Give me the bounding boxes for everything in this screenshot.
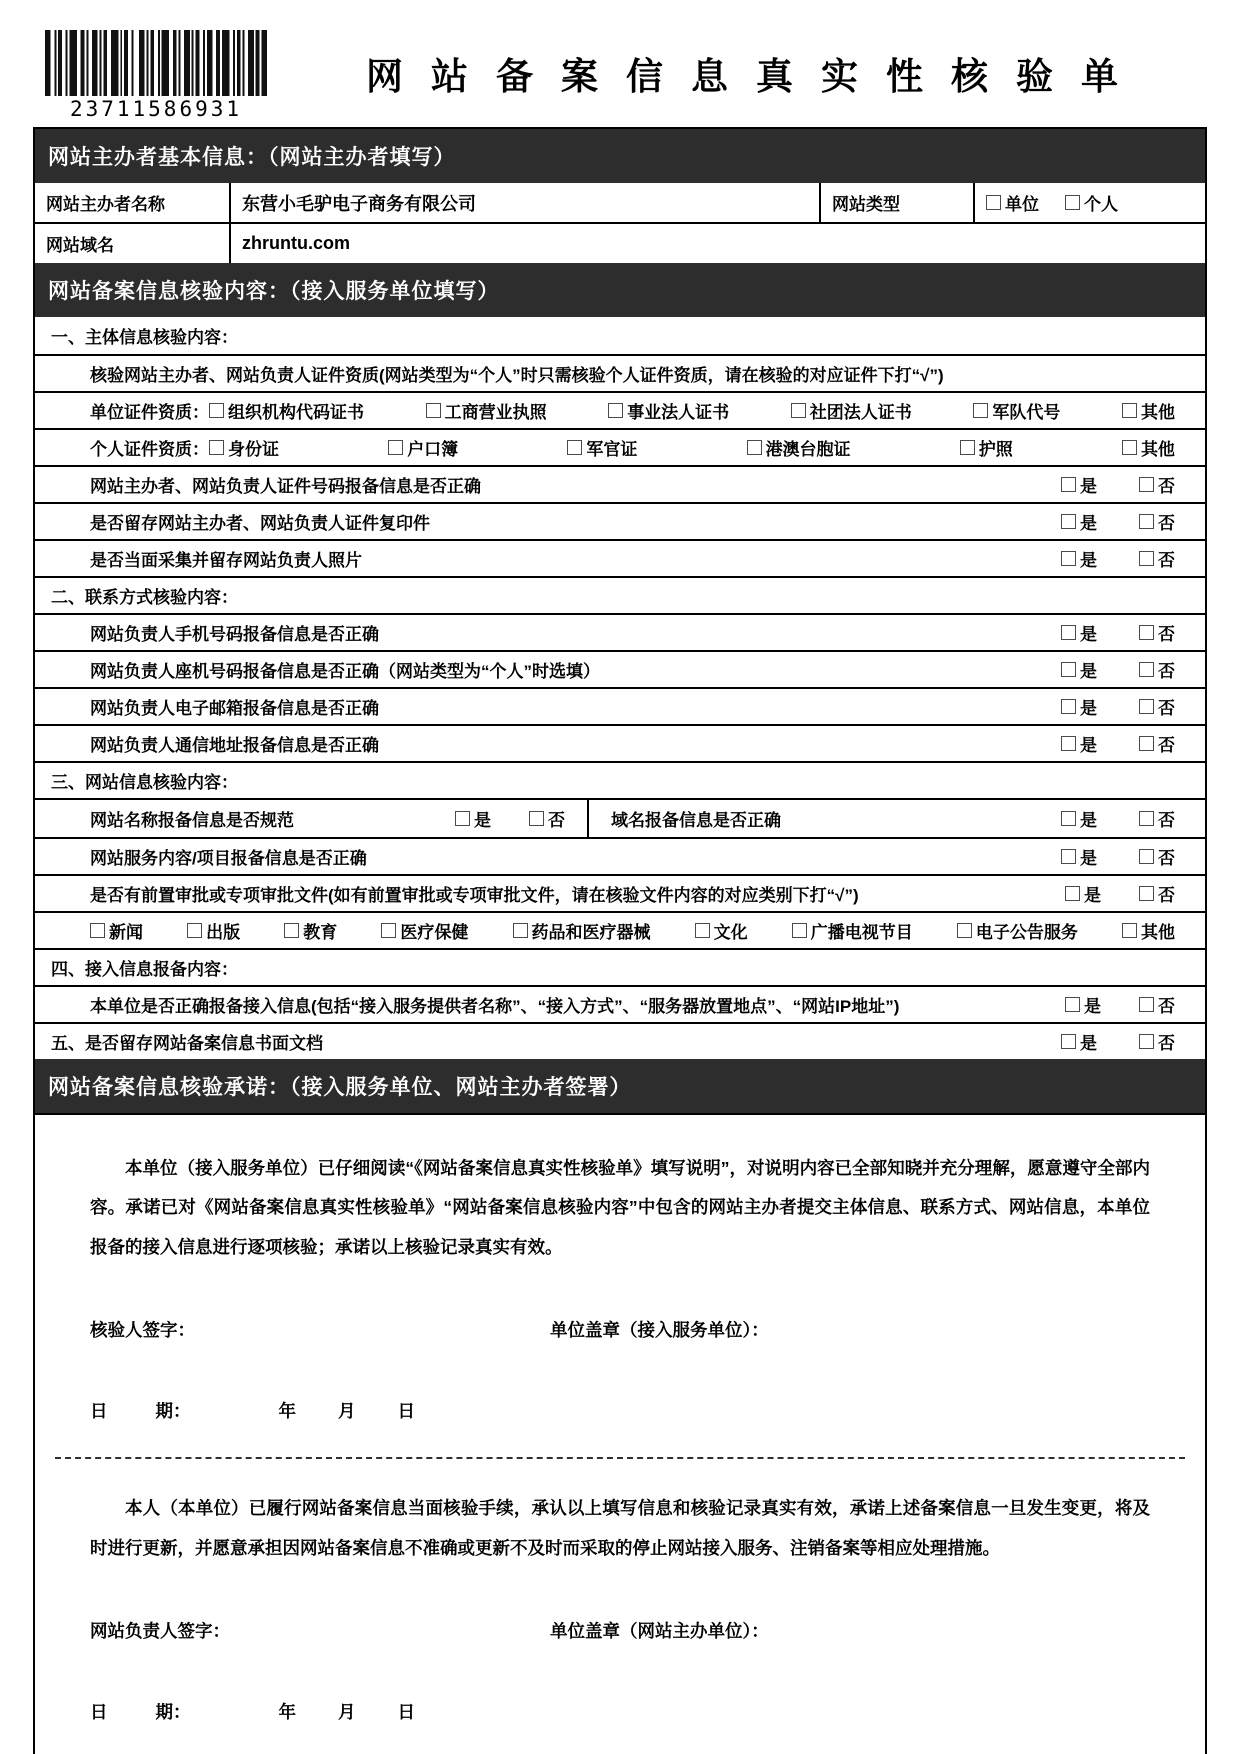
option-yes[interactable]: 是 (1065, 881, 1101, 906)
section-header-owner-info: 网站主办者基本信息：（网站主办者填写） (35, 129, 1205, 183)
checkbox-unit[interactable] (986, 195, 1001, 210)
category-option[interactable]: 广播电视节目 (792, 918, 913, 943)
year-label[interactable]: 年 (278, 1701, 296, 1722)
part1-title: 一、主体信息核验内容： (51, 328, 238, 347)
category-option[interactable]: 新闻 (90, 918, 143, 943)
option-yes[interactable]: 是 (455, 806, 491, 831)
checkbox-yes[interactable] (455, 811, 470, 826)
option-yes[interactable]: 是 (1061, 694, 1097, 719)
checkbox-broadcast-tv[interactable] (792, 923, 807, 938)
checkbox-personal[interactable] (1065, 195, 1080, 210)
option-no[interactable]: 否 (1139, 657, 1175, 682)
option-yes[interactable]: 是 (1061, 844, 1097, 869)
yes-no-group (1061, 657, 1175, 682)
yes-no-group (1065, 881, 1175, 906)
approval-category-options (90, 918, 1175, 943)
personal-cert-option[interactable]: 身份证 (209, 435, 279, 460)
checkbox-news[interactable] (90, 923, 105, 938)
row-cert-note (35, 354, 1205, 391)
row-domain (35, 222, 1205, 263)
unit-cert-label: 单位证件资质： (90, 403, 209, 422)
form-table (33, 127, 1207, 1754)
row-email-correct: 网站负责人电子邮箱报备信息是否正确 是 否 (35, 687, 1205, 724)
yes-no-group (1065, 992, 1175, 1017)
checkbox-no[interactable] (1139, 625, 1154, 640)
option-no[interactable]: 否 (1139, 881, 1175, 906)
yes-no-group (1061, 620, 1175, 645)
personal-cert-option[interactable]: 护照 (960, 435, 1013, 460)
day-label[interactable]: 日 (397, 1701, 415, 1722)
unit-cert-option[interactable]: 组织机构代码证书 (209, 398, 364, 423)
checkbox-association-cert[interactable] (791, 403, 806, 418)
section-header-pledge: 网站备案信息核验承诺：（接入服务单位、网站主办者签署） (35, 1059, 1205, 1113)
pledge-paragraph-organizer: 本人（本单位）已履行网站备案信息当面核验手续，承认以上填写信息和核验记录真实有效，承诺上述备案信息一旦发生变更，将及时进行更新，并愿意承担因网站备案信息不准确或更新不及时而采取的停止网站接入服务、注销备案等相应处理措施。 (90, 1498, 1150, 1558)
checkbox-no[interactable] (1139, 662, 1154, 677)
option-no[interactable]: 否 (1139, 731, 1175, 756)
option-no[interactable]: 否 (1139, 546, 1175, 571)
yes-no-group (1061, 1029, 1175, 1054)
row-sitename-domain (35, 798, 1205, 837)
checkbox-publishing[interactable] (187, 923, 202, 938)
manager-signature-label[interactable]: 网站负责人签字： (90, 1620, 230, 1641)
sitename-check: 网站名称报备信息是否规范 是 否 (35, 804, 587, 833)
option-no[interactable]: 否 (1139, 1029, 1175, 1054)
day-label[interactable]: 日 (397, 1401, 415, 1422)
page-title: 网站备案信息真实性核验单 (366, 56, 1146, 97)
checkbox-yes[interactable] (1061, 662, 1076, 677)
cut-divider (55, 1457, 1185, 1459)
option-yes[interactable]: 是 (1061, 806, 1097, 831)
verifier-signature-label[interactable]: 核验人签字： (90, 1320, 195, 1341)
date-label: 日 (90, 1701, 108, 1722)
option-no[interactable]: 否 (1139, 620, 1175, 645)
row-cert-copy-kept: 是否留存网站主办者、网站负责人证件复印件 是 否 (35, 502, 1205, 539)
category-option[interactable]: 出版 (187, 918, 240, 943)
unit-cert-option[interactable]: 社团法人证书 (791, 398, 912, 423)
category-option[interactable]: 医疗保健 (381, 918, 468, 943)
category-option[interactable]: 教育 (284, 918, 337, 943)
checkbox-id-card[interactable] (209, 440, 224, 455)
checkbox-no[interactable] (1139, 736, 1154, 751)
option-yes[interactable]: 是 (1061, 546, 1097, 571)
option-yes[interactable]: 是 (1061, 620, 1097, 645)
checkbox-no[interactable] (529, 811, 544, 826)
row-mobile-correct: 网站负责人手机号码报备信息是否正确 是 否 (35, 613, 1205, 650)
organizer-name-label: 网站主办者名称 (35, 183, 231, 222)
checkbox-unit-other[interactable] (1122, 403, 1137, 418)
unit-cert-option[interactable]: 其他 (1122, 398, 1175, 423)
row-landline-correct: 网站负责人座机号码报备信息是否正确（网站类型为“个人”时选填） 是 否 (35, 650, 1205, 687)
part3-title: 三、网站信息核验内容： (51, 773, 238, 792)
isp-sign-row (90, 1317, 1150, 1342)
barcode-image (45, 30, 267, 96)
personal-cert-option[interactable]: 港澳台胞证 (747, 435, 851, 460)
date-label: 期： (155, 1401, 191, 1422)
checkbox-yes[interactable] (1061, 849, 1076, 864)
date-label: 日 (90, 1401, 108, 1422)
yes-no-group (1061, 509, 1175, 534)
isp-stamp-label[interactable]: 单位盖章（接入服务单位）： (550, 1320, 769, 1341)
date-label: 期： (155, 1701, 191, 1722)
unit-cert-options (209, 398, 1175, 423)
site-type-option-unit[interactable]: 单位 (986, 190, 1039, 215)
checkbox-officer-cert[interactable] (567, 440, 582, 455)
checkbox-no[interactable] (1139, 514, 1154, 529)
row-approval-categories (35, 911, 1205, 948)
row-access-info: 本单位是否正确报备接入信息(包括“接入服务提供者名称”、“接入方式”、“服务器放置地点”、“网站IP地址”) 是 否 (35, 985, 1205, 1022)
option-no[interactable]: 否 (1139, 992, 1175, 1017)
yes-no-group (1061, 731, 1175, 756)
year-label[interactable]: 年 (278, 1401, 296, 1422)
checkbox-yes[interactable] (1061, 699, 1076, 714)
month-label[interactable]: 月 (338, 1401, 356, 1422)
row-service-correct: 网站服务内容/项目报备信息是否正确 是 否 (35, 837, 1205, 874)
checkbox-no[interactable] (1139, 997, 1154, 1012)
checkbox-household-register[interactable] (388, 440, 403, 455)
month-label[interactable]: 月 (338, 1701, 356, 1722)
checkbox-yes[interactable] (1065, 886, 1080, 901)
cert-note: 核验网站主办者、网站负责人证件资质(网站类型为“个人”时只需核验个人证件资质，请在核验的对应证件下打“√”) (90, 366, 944, 385)
checkbox-yes[interactable] (1061, 514, 1076, 529)
checkbox-category-other[interactable] (1122, 923, 1137, 938)
option-no[interactable]: 否 (1139, 694, 1175, 719)
checkbox-no[interactable] (1139, 886, 1154, 901)
unit-cert-option[interactable]: 军队代号 (973, 398, 1060, 423)
checkbox-institution-cert[interactable] (608, 403, 623, 418)
checkbox-culture[interactable] (695, 923, 710, 938)
personal-cert-options (209, 435, 1175, 460)
option-no[interactable]: 否 (1139, 844, 1175, 869)
unit-cert-option[interactable]: 事业法人证书 (608, 398, 729, 423)
personal-cert-label: 个人证件资质： (90, 440, 209, 459)
barcode-block (45, 30, 277, 121)
checkbox-personal-other[interactable] (1122, 440, 1137, 455)
part5-title: 五、是否留存网站备案信息书面文档 (51, 1034, 323, 1053)
checkbox-no[interactable] (1139, 551, 1154, 566)
domain-check: 域名报备信息是否正确 是 否 (587, 800, 1205, 837)
category-option[interactable]: 药品和医疗器械 (513, 918, 651, 943)
category-option[interactable]: 其他 (1122, 918, 1175, 943)
row-part2-title (35, 576, 1205, 613)
section-header-verify-content: 网站备案信息核验内容：（接入服务单位填写） (35, 263, 1205, 317)
checkbox-no[interactable] (1139, 477, 1154, 492)
site-type-label: 网站类型 (819, 183, 975, 222)
domain-value[interactable]: zhruntu.com (242, 233, 350, 253)
option-no[interactable]: 否 (1139, 806, 1175, 831)
checkbox-healthcare[interactable] (381, 923, 396, 938)
unit-cert-option[interactable]: 工商营业执照 (426, 398, 547, 423)
row-part1-title (35, 317, 1205, 354)
checkbox-yes[interactable] (1061, 1034, 1076, 1049)
row-address-correct: 网站负责人通信地址报备信息是否正确 是 否 (35, 724, 1205, 761)
option-no[interactable]: 否 (1139, 509, 1175, 534)
checkbox-business-license[interactable] (426, 403, 441, 418)
row-part3-title (35, 761, 1205, 798)
yes-no-group (1061, 546, 1175, 571)
yes-no-group (1061, 844, 1175, 869)
checkbox-education[interactable] (284, 923, 299, 938)
yes-no-group (455, 806, 565, 831)
checkbox-no[interactable] (1139, 811, 1154, 826)
checkbox-yes[interactable] (1061, 551, 1076, 566)
option-yes[interactable]: 是 (1061, 472, 1097, 497)
yes-no-group (1061, 472, 1175, 497)
organizer-stamp-label[interactable]: 单位盖章（网站主办单位）： (550, 1620, 769, 1641)
row-part5-written-docs (35, 1022, 1205, 1059)
personal-cert-option[interactable]: 军官证 (567, 435, 637, 460)
checkbox-yes[interactable] (1065, 997, 1080, 1012)
checkbox-military-code[interactable] (973, 403, 988, 418)
barcode-number: 23711586931 (69, 97, 243, 121)
site-type-option-personal[interactable]: 个人 (1065, 190, 1118, 215)
checkbox-yes[interactable] (1061, 811, 1076, 826)
part4-title: 四、接入信息报备内容： (51, 960, 238, 979)
checkbox-yes[interactable] (1061, 625, 1076, 640)
yes-no-group (1061, 694, 1175, 719)
row-cert-number-correct: 网站主办者、网站负责人证件号码报备信息是否正确 是 否 (35, 465, 1205, 502)
row-part4-title (35, 948, 1205, 985)
checkbox-no[interactable] (1139, 699, 1154, 714)
row-photo-collected: 是否当面采集并留存网站负责人照片 是 否 (35, 539, 1205, 576)
checkbox-ebbs[interactable] (957, 923, 972, 938)
row-organizer-name (35, 183, 1205, 222)
yes-no-group (1061, 806, 1175, 831)
checkbox-no[interactable] (1139, 1034, 1154, 1049)
part2-title: 二、联系方式核验内容： (51, 588, 238, 607)
option-yes[interactable]: 是 (1061, 657, 1097, 682)
domain-label: 网站域名 (35, 224, 231, 263)
checkbox-yes[interactable] (1061, 477, 1076, 492)
row-unit-cert (35, 391, 1205, 428)
pledge-paragraph-isp: 本单位（接入服务单位）已仔细阅读“《网站备案信息真实性核验单》填写说明”，对说明内容已全部知晓并充分理解，愿意遵守全部内容。承诺已对《网站备案信息真实性核验单》“网站备案信息核验内容”中包含的网站主办者提交主体信息、联系方式、网站信息，本单位报备的接入信息进行逐项核验；承诺以上核验记录真实有效。 (90, 1158, 1150, 1257)
isp-date-row (90, 1398, 1150, 1423)
checkbox-no[interactable] (1139, 849, 1154, 864)
organizer-sign-row (90, 1618, 1150, 1643)
pledge-area (35, 1113, 1205, 1754)
document-header (0, 0, 1240, 127)
category-option[interactable]: 文化 (695, 918, 748, 943)
option-yes[interactable]: 是 (1061, 731, 1097, 756)
option-no[interactable]: 否 (529, 806, 565, 831)
row-personal-cert (35, 428, 1205, 465)
personal-cert-option[interactable]: 其他 (1122, 435, 1175, 460)
option-yes[interactable]: 是 (1061, 509, 1097, 534)
organizer-name-value[interactable]: 东营小毛驴电子商务有限公司 (242, 193, 476, 214)
personal-cert-option[interactable]: 户口簿 (388, 435, 458, 460)
option-no[interactable]: 否 (1139, 472, 1175, 497)
row-approval-docs: 是否有前置审批或专项审批文件(如有前置审批或专项审批文件，请在核验文件内容的对应类别下打“√”) 是 否 (35, 874, 1205, 911)
checkbox-passport[interactable] (960, 440, 975, 455)
checkbox-hmt-pass[interactable] (747, 440, 762, 455)
category-option[interactable]: 电子公告服务 (957, 918, 1078, 943)
option-yes[interactable]: 是 (1065, 992, 1101, 1017)
site-type-options (975, 183, 1205, 222)
checkbox-yes[interactable] (1061, 736, 1076, 751)
checkbox-org-code-cert[interactable] (209, 403, 224, 418)
option-yes[interactable]: 是 (1061, 1029, 1097, 1054)
checkbox-pharma-devices[interactable] (513, 923, 528, 938)
organizer-date-row (90, 1699, 1150, 1724)
